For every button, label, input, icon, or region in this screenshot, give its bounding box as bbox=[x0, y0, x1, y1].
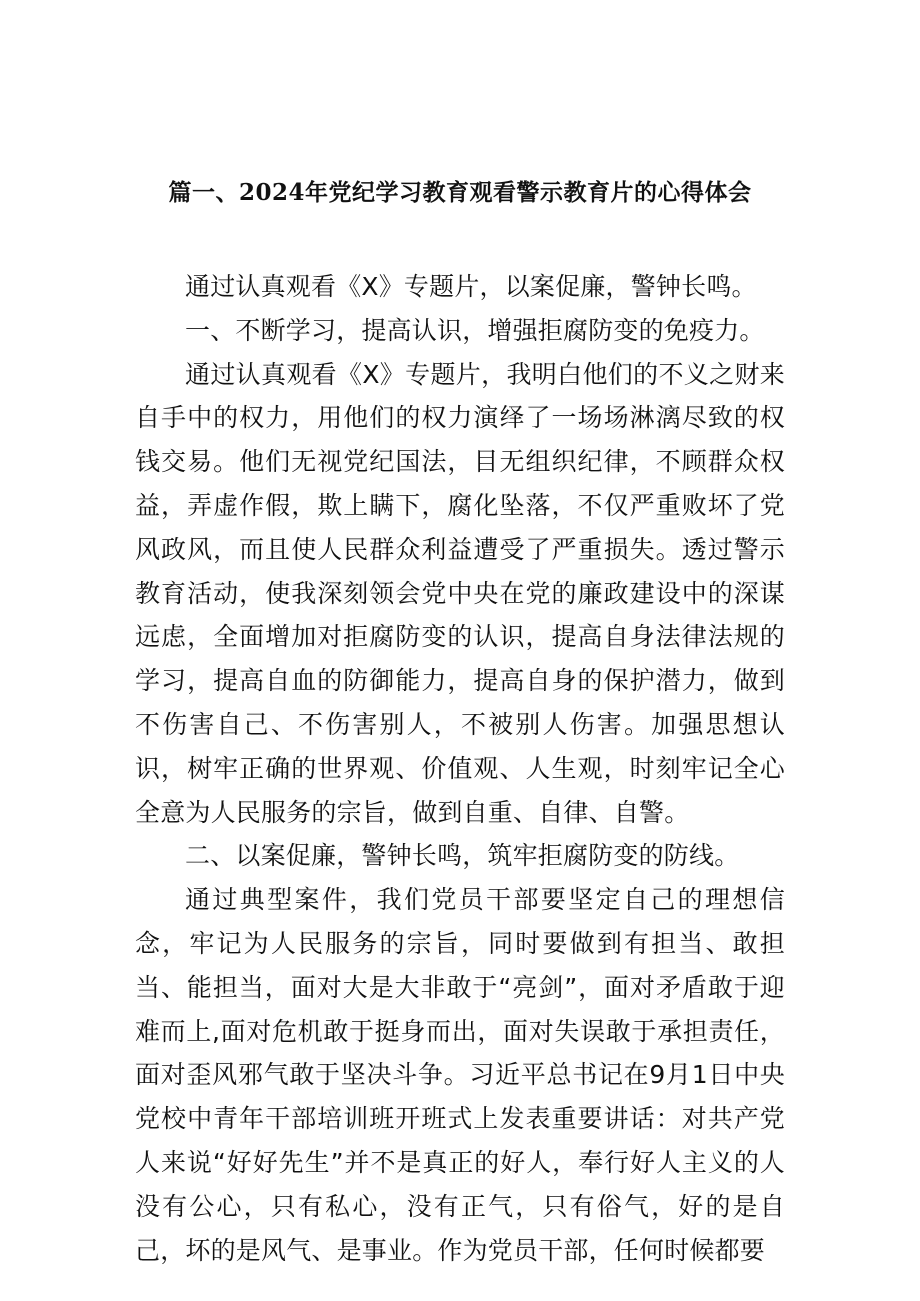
paragraph-section-1: 通过认真观看《X》专题片，我明白他们的不义之财来自手中的权力，用他们的权力演绎了一场场淋漓尽致的权钱交易。他们无视党纪国法，目无组织纪律，不顾群众权益，弄虚作假，欺上瞒下，腐化坠落，不仅严重败坏了党风政风，而且使人民群众利益遭受了严重损失。透过警示教育活动，使我深刻领会党中央在党的廉政建设中的深谋远虑，全面增加对拒腐防变的认识，提高自身法律法规的学习，提高自血的防御能力，提高自身的保护潜力，做到不伤害自己、不伤害别人，不被别人伤害。加强思想认识，树牢正确的世界观、价值观、人生观，时刻牢记全心全意为人民服务的宗旨，做到自重、自律、自警。 bbox=[135, 359, 785, 827]
paragraph-section-2: 通过典型案件，我们党员干部要坚定自己的理想信念，牢记为人民服务的宗旨，同时要做到有担当、敢担当、能担当，面对大是大非敢于“亮剑”，面对矛盾敢于迎难而上,面对危机敢于挺身而出，面对失误敢于承担责任，面对歪风邪气敢于坚决斗争。习近平总书记在9月1日中央党校中青年干部培训班开班式上发表重要讲话：对共产党人来说“好好先生”并不是真正的好人，奉行好人主义的人没有公心，只有私心，没有正气，只有俗气，好的是自己，坏的是风气、是事业。作为党员干部，任何时候都要 bbox=[135, 885, 785, 1265]
document-body bbox=[135, 265, 785, 1272]
section-heading-1: 一、不断学习，提高认识，增强拒腐防变的免疫力。 bbox=[185, 315, 765, 345]
section-heading-2: 二、以案促廉，警钟长鸣，筑牢拒腐防变的防线。 bbox=[185, 841, 740, 871]
document-title: 篇一、2024年党纪学习教育观看警示教育片的心得体会 bbox=[168, 179, 752, 206]
paragraph-intro: 通过认真观看《X》专题片，以案促廉，警钟长鸣。 bbox=[185, 272, 757, 301]
